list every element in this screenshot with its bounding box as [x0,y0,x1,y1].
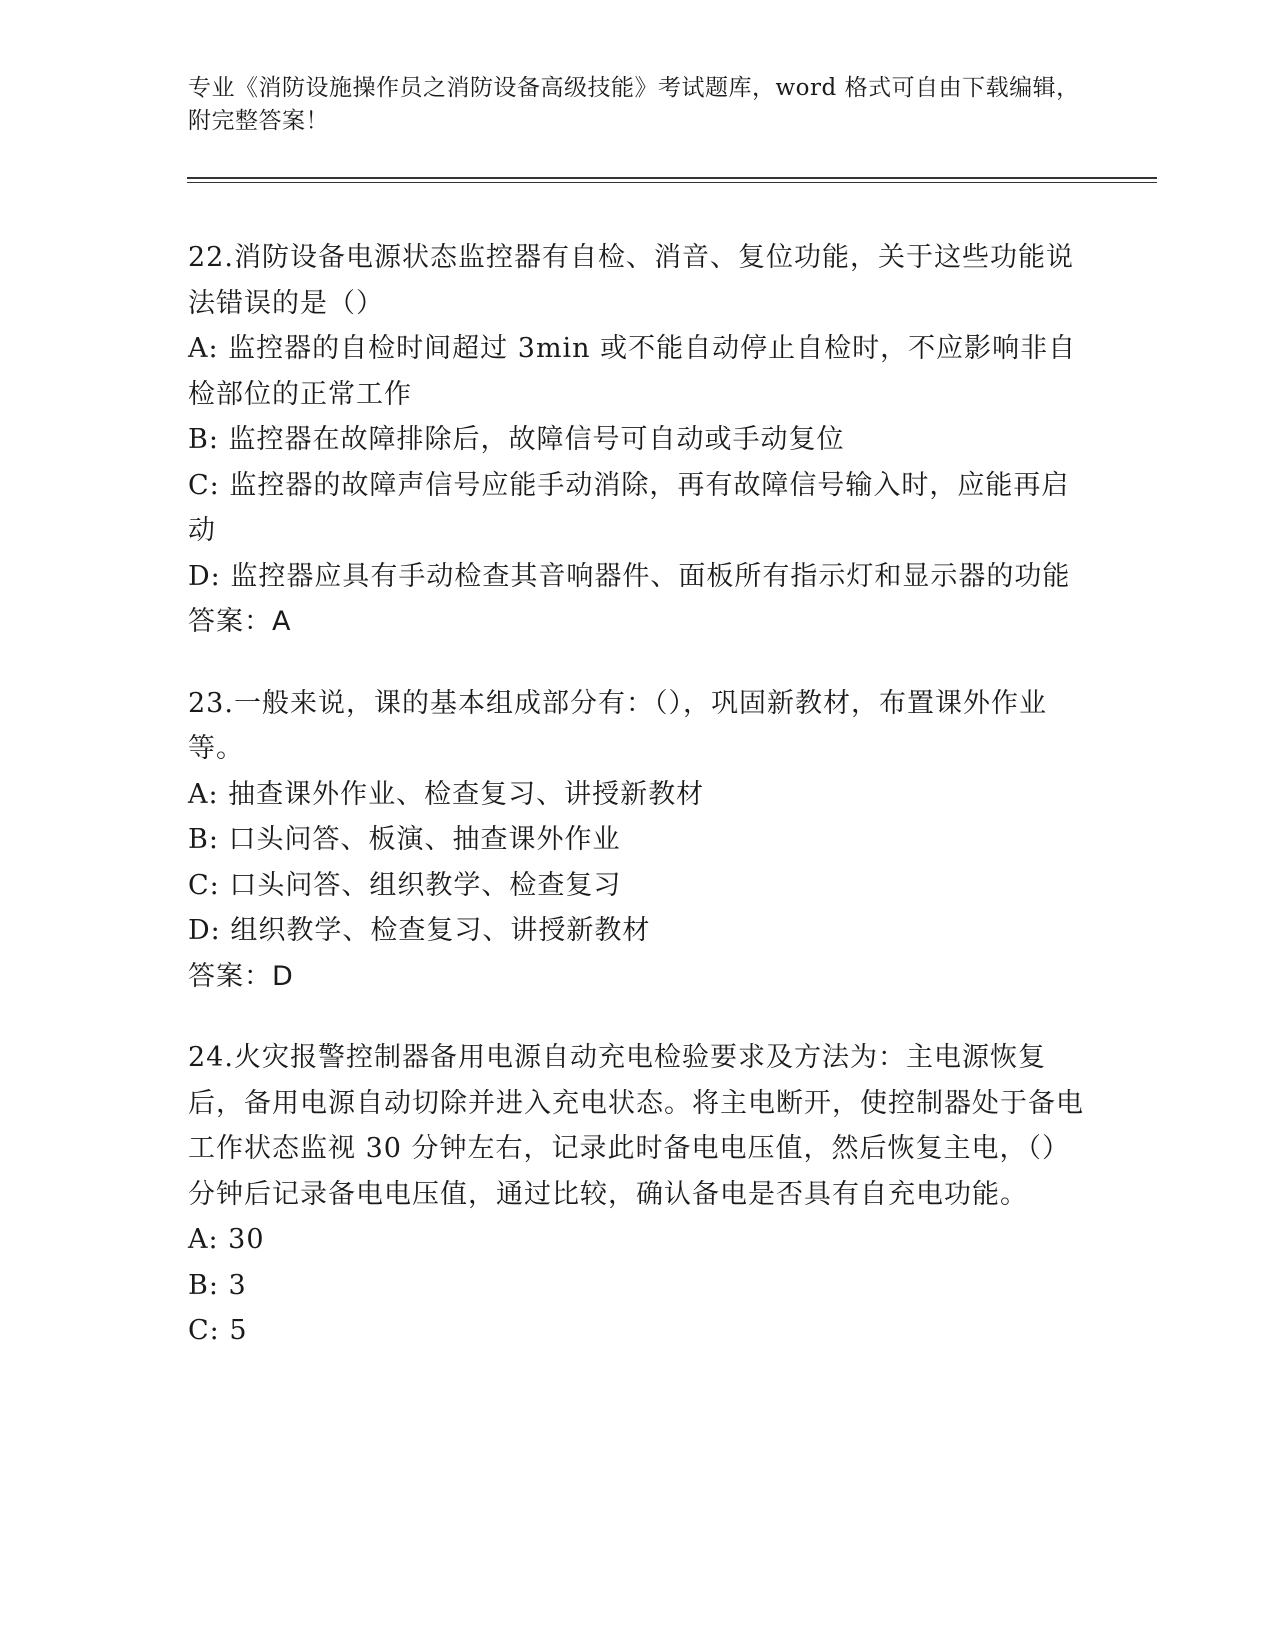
option-d: D: 监控器应具有手动检查其音响器件、面板所有指示灯和显示器的功能 [188,560,1071,592]
answer: 答案：D [188,960,294,992]
header-description: 专业《消防设施操作员之消防设备高级技能》考试题库，word 格式可自由下载编辑，附完整答案！ [188,75,1080,134]
option-b: B: 口头问答、板演、抽查课外作业 [188,824,621,855]
question-24 [188,1035,1088,1354]
option-a: A: 抽查课外作业、检查复习、讲授新教材 [188,778,705,810]
option-c: C: 口头问答、组织教学、检查复习 [188,869,622,901]
option-a: A: 监控器的自检时间超过 3min 或不能自动停止自检时，不应影响非自检部位的正常工作 [188,333,1077,410]
option-b: B: 监控器在故障排除后，故障信号可自动或手动复位 [188,424,845,455]
question-stem: 24.火灾报警控制器备用电源自动充电检验要求及方法为：主电源恢复后，备用电源自动切除并进入充电状态。将主电断开，使控制器处于备电工作状态监视 30 分钟左右，记录此时备电电压值，然后恢复主电，（）分钟后记录备电电压值，通过比较，确认备电是否具有自充电功能。 [188,1042,1084,1210]
option-c: C: 5 [188,1315,248,1346]
question-22 [188,235,1088,645]
option-c: C: 监控器的故障声信号应能手动消除，再有故障信号输入时，应能再启动 [188,469,1070,546]
header-divider-bottom [187,182,1157,183]
question-stem: 22.消防设备电源状态监控器有自检、消音、复位功能，关于这些功能说法错误的是（） [188,242,1074,319]
answer: 答案：A [188,606,292,637]
option-b: B: 3 [188,1269,247,1301]
option-d: D: 组织教学、检查复习、讲授新教材 [188,915,651,946]
header-divider-top [187,177,1157,179]
question-23 [188,681,1088,1000]
option-a: A: 30 [188,1224,265,1255]
question-list [188,235,1088,1390]
question-stem: 23.一般来说，课的基本组成部分有：（），巩固新教材，布置课外作业等。 [188,687,1047,764]
